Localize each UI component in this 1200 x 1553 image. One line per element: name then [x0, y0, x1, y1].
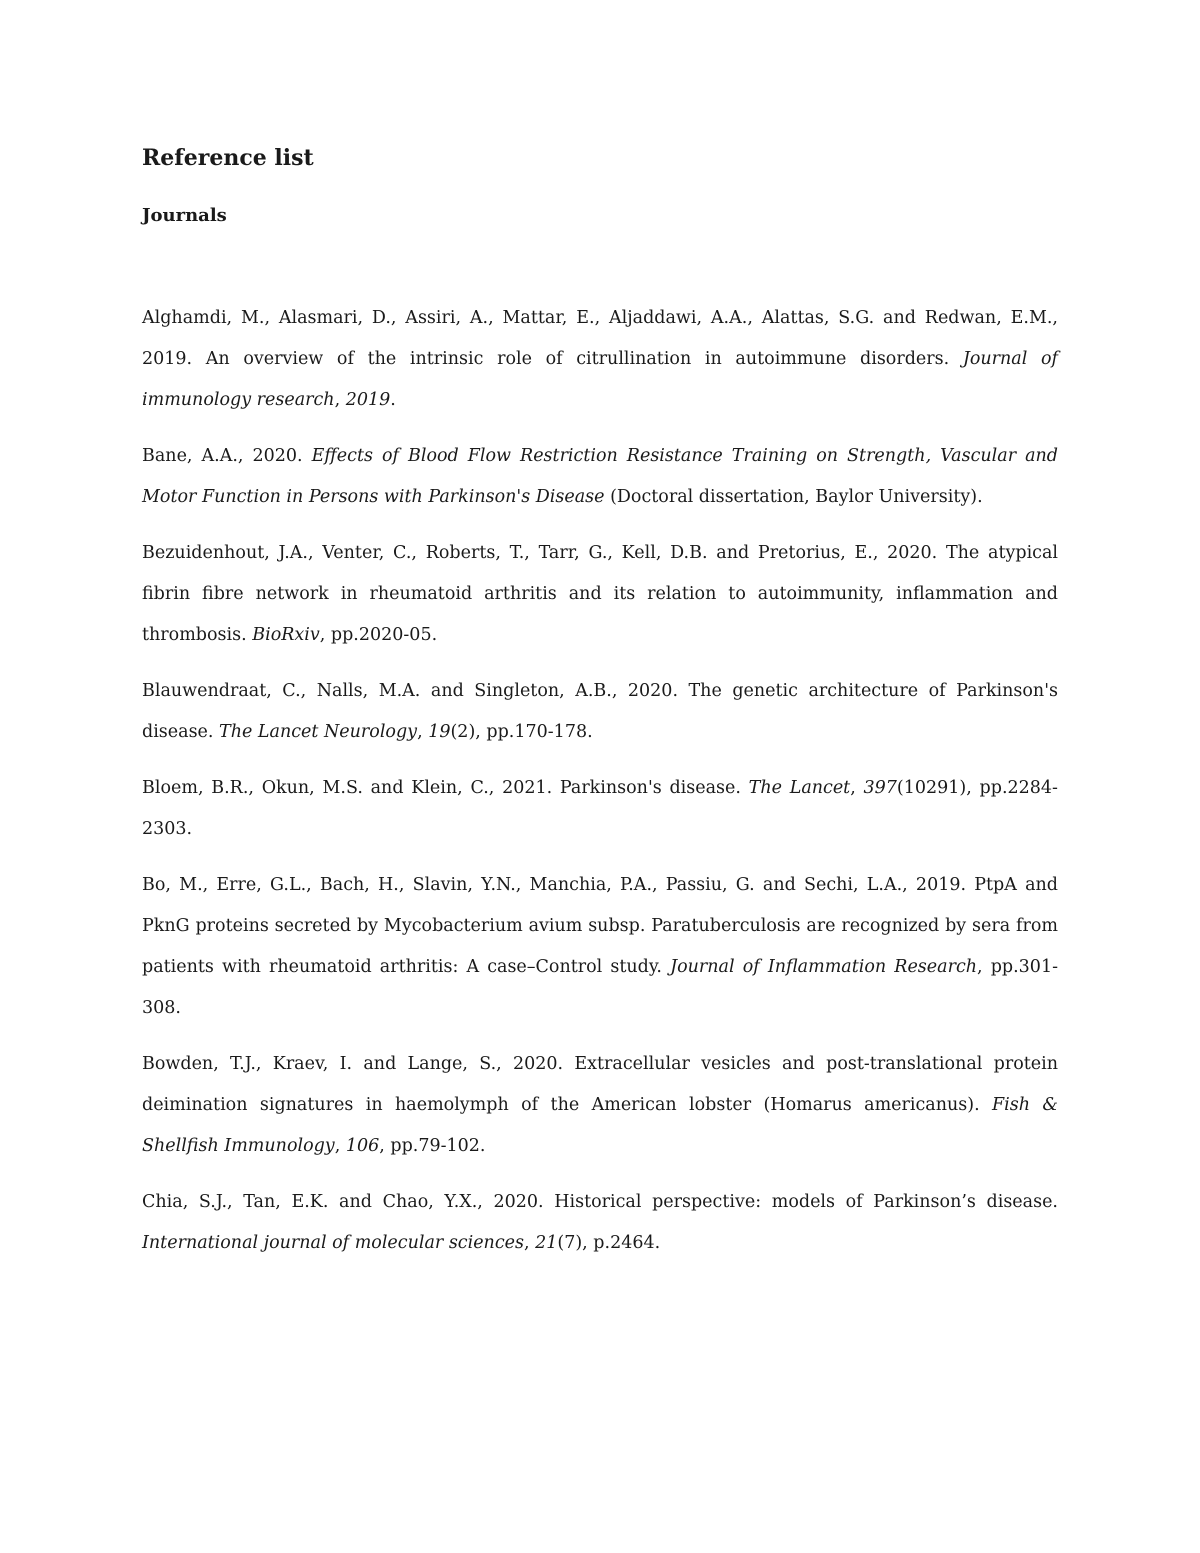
reference-entry	[142, 671, 1058, 753]
reference-text: (2), pp.170-178.	[450, 722, 593, 742]
reference-text: Bezuidenhout, J.A., Venter, C., Roberts, T., Tarr, G., Kell, D.B. and Pretorius, E., 2020. The atypical fibrin fibre network in rheumatoid arthritis and its relation to autoimmunity, inflammation and thrombosis.	[142, 543, 1058, 645]
reference-volume: 21	[535, 1233, 558, 1253]
reference-text: Bane, A.A., 2020.	[142, 446, 312, 466]
reference-text: Bowden, T.J., Kraev, I. and Lange, S., 2020. Extracellular vesicles and post-translational protein deimination signatures in haemolymph of the American lobster (Homarus americanus).	[142, 1054, 1058, 1115]
page-title: Reference list	[142, 145, 314, 171]
reference-text: , pp.2020-05.	[319, 625, 438, 645]
reference-entry	[142, 865, 1058, 1029]
reference-source: The Lancet Neurology	[219, 722, 418, 742]
reference-text: (10291), pp.2284-2303.	[142, 778, 1058, 839]
reference-source: Journal of immunology research	[142, 349, 1058, 410]
reference-text: (7), p.2464.	[557, 1233, 661, 1253]
reference-source: Journal of Inflammation Research	[670, 957, 978, 977]
reference-list	[142, 298, 1058, 1264]
reference-volume: 106	[345, 1136, 380, 1156]
reference-volume: 19	[428, 722, 451, 742]
reference-text: , pp.301-308.	[142, 957, 1058, 1018]
reference-entry	[142, 298, 1058, 421]
reference-text: Blauwendraat, C., Nalls, M.A. and Singleton, A.B., 2020. The genetic architecture of Parkinson's disease.	[142, 681, 1058, 742]
reference-source: International journal of molecular sciences	[142, 1233, 524, 1253]
reference-text: Bloem, B.R., Okun, M.S. and Klein, C., 2021. Parkinson's disease.	[142, 778, 749, 798]
reference-entry	[142, 1182, 1058, 1264]
reference-text: , pp.79-102.	[379, 1136, 486, 1156]
reference-volume: 2019	[345, 390, 391, 410]
reference-source: Fish & Shellfish Immunology	[142, 1095, 1058, 1156]
reference-text: Chia, S.J., Tan, E.K. and Chao, Y.X., 2020. Historical perspective: models of Parkinson’s disease.	[142, 1192, 1058, 1212]
reference-source: Effects of Blood Flow Restriction Resistance Training on Strength, Vascular and Motor Function in Persons with Parkinson's Disease	[142, 446, 1058, 507]
reference-text: Bo, M., Erre, G.L., Bach, H., Slavin, Y.N., Manchia, P.A., Passiu, G. and Sechi, L.A., 2019. PtpA and PknG proteins secreted by Mycobacterium avium subsp. Paratuberculosis are recognized by sera from patients with rheumatoid arthritis: A case–Control study.	[142, 875, 1058, 977]
reference-source: BioRxiv	[252, 625, 320, 645]
reference-text: ,	[334, 390, 346, 410]
reference-entry	[142, 436, 1058, 518]
reference-entry	[142, 1044, 1058, 1167]
document-content	[142, 140, 1058, 1279]
reference-text: ,	[417, 722, 429, 742]
reference-source: The Lancet	[748, 778, 851, 798]
reference-text: ,	[523, 1233, 536, 1253]
reference-text: ,	[850, 778, 864, 798]
reference-entry	[142, 533, 1058, 656]
reference-text: .	[390, 390, 396, 410]
reference-volume: 397	[863, 778, 897, 798]
reference-text: ,	[334, 1136, 346, 1156]
section-heading-journals: Journals	[142, 205, 227, 226]
reference-entry	[142, 768, 1058, 850]
reference-text: Alghamdi, M., Alasmari, D., Assiri, A., Mattar, E., Aljaddawi, A.A., Alattas, S.G. and Redwan, E.M., 2019. An overview of the intrinsic role of citrullination in autoimmune disorders.	[142, 308, 1058, 369]
reference-text: (Doctoral dissertation, Baylor University).	[604, 487, 983, 507]
